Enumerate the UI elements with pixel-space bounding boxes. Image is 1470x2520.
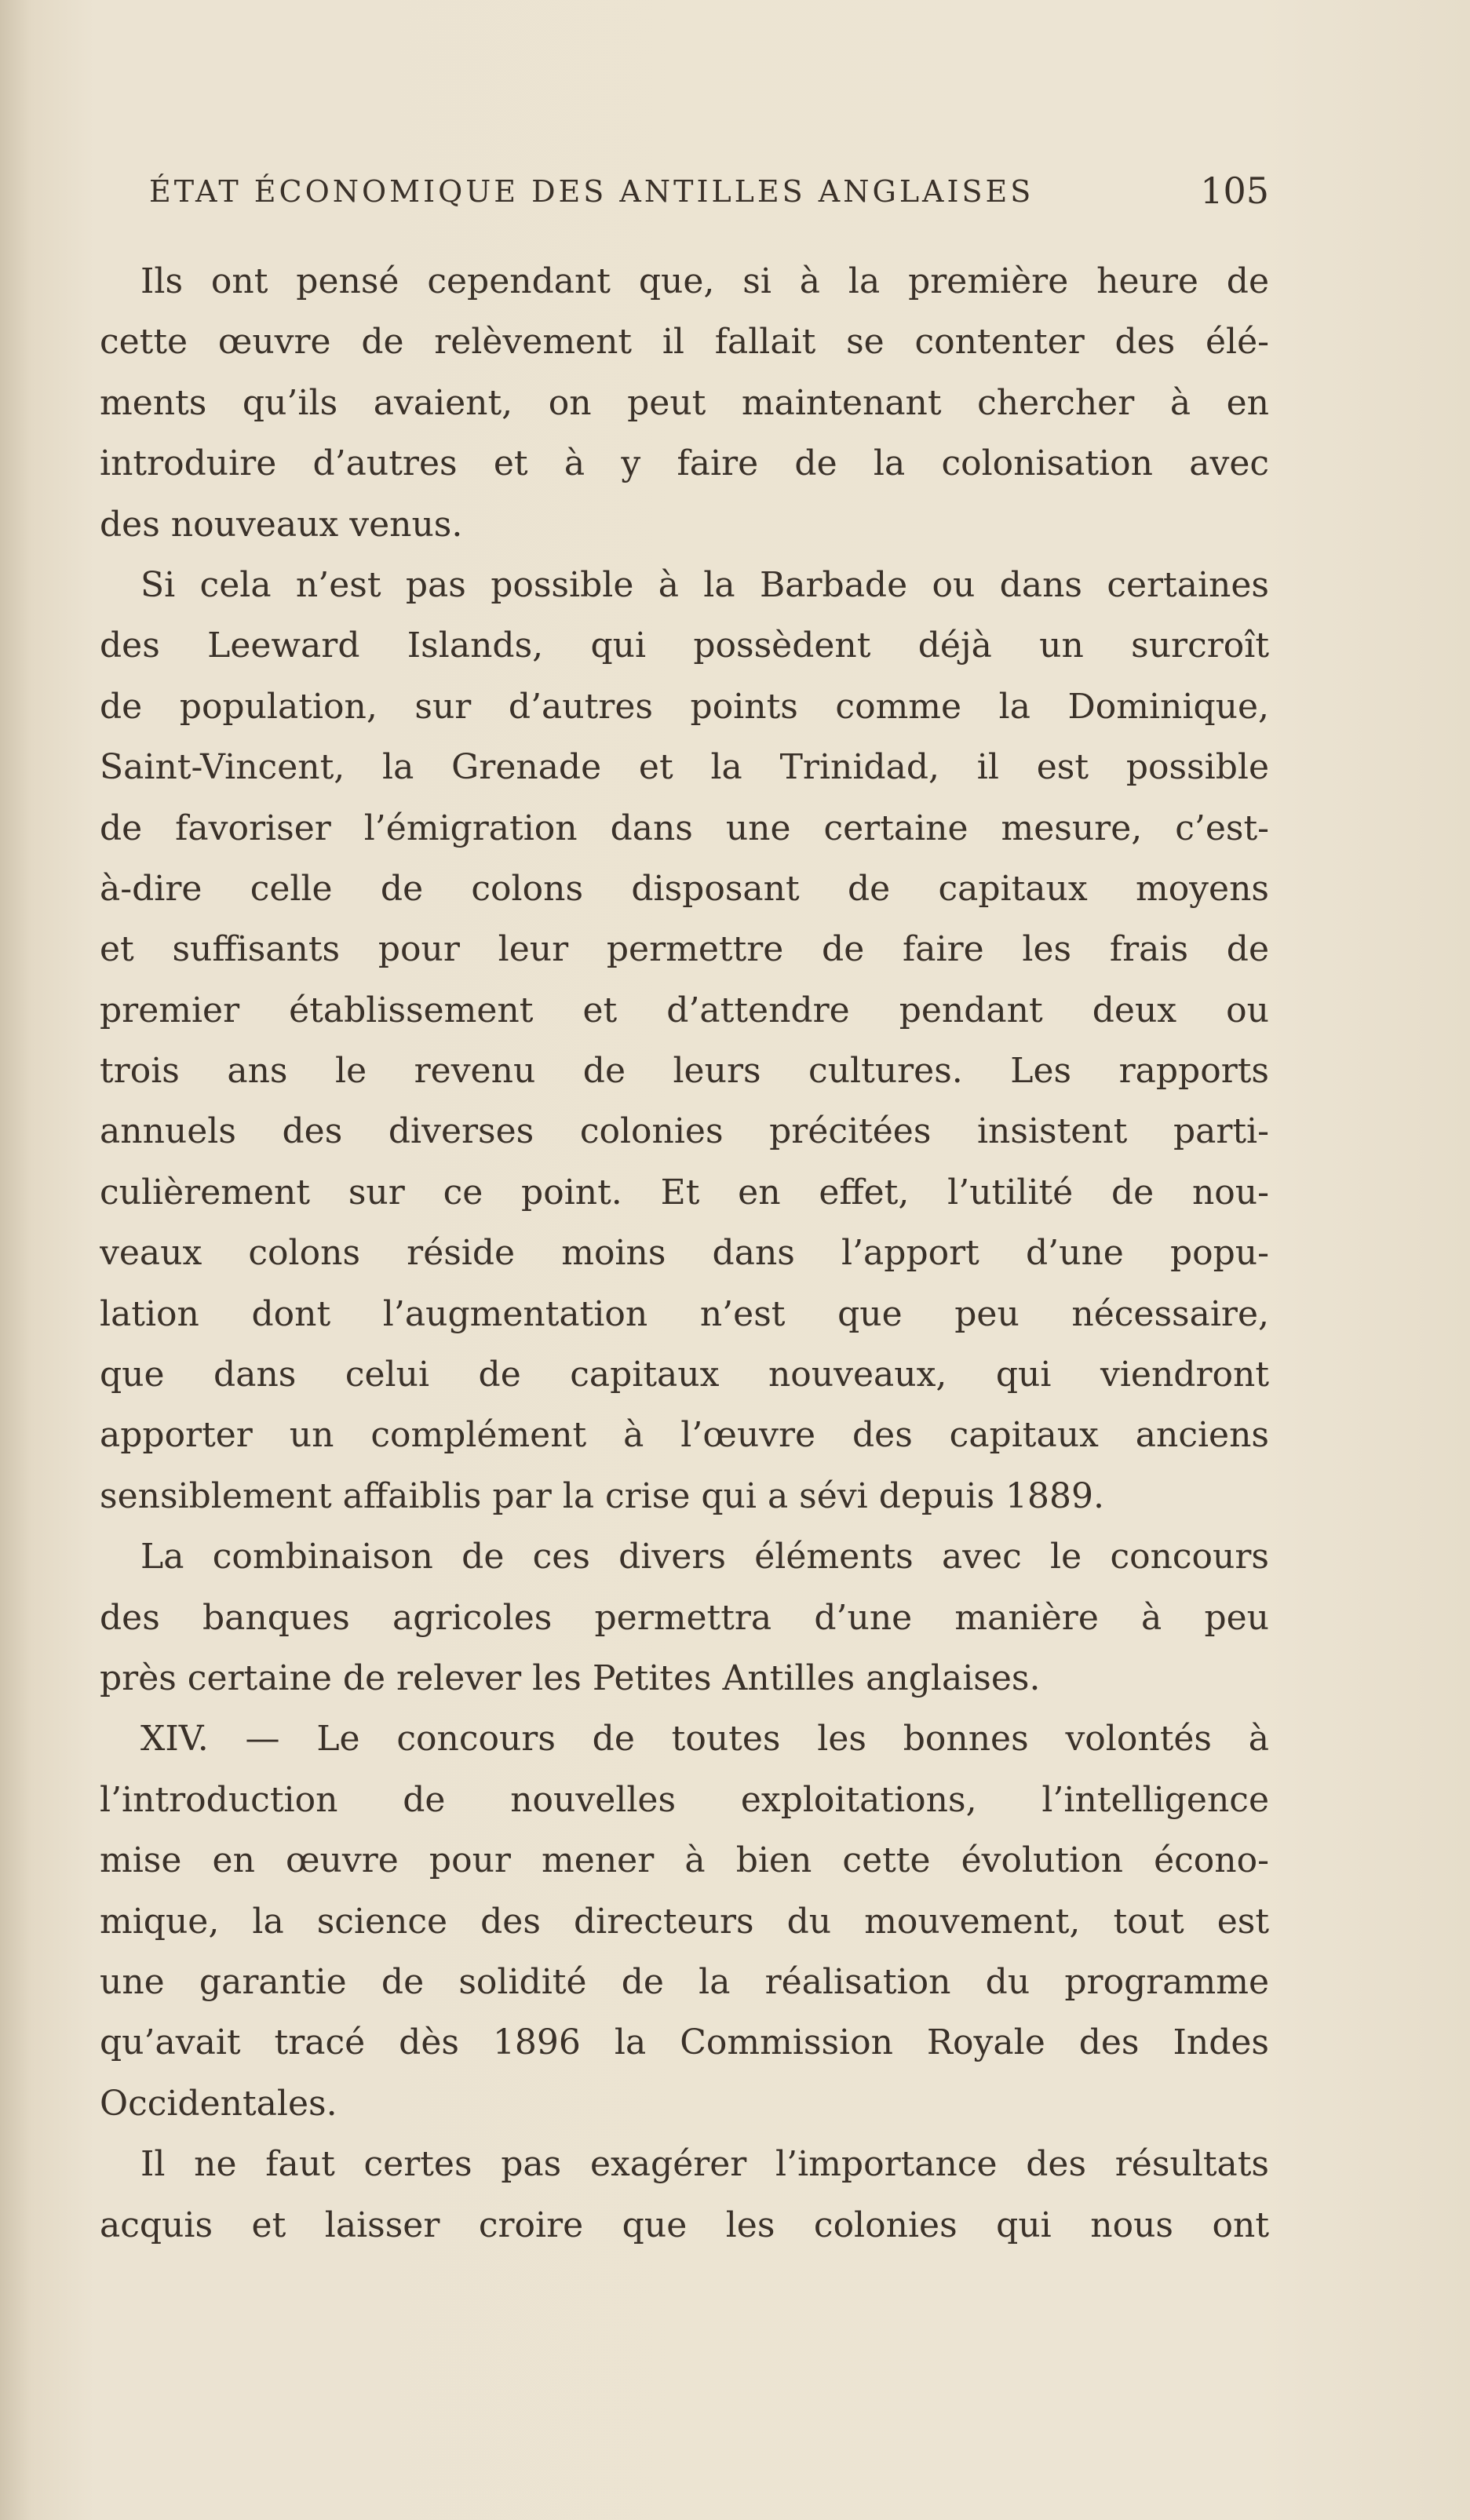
text-line: de population, sur d’autres points comme la Dominique, xyxy=(100,686,1269,727)
page-number: 105 xyxy=(1200,170,1269,212)
paragraph xyxy=(100,2134,1269,2256)
paragraph xyxy=(100,1709,1269,2134)
text-line: culièrement sur ce point. Et en effet, l’utilité de nou- xyxy=(100,1172,1269,1213)
body-text xyxy=(100,251,1269,2256)
running-title: ÉTAT ÉCONOMIQUE DES ANTILLES ANGLAISES xyxy=(149,174,1034,209)
paragraph xyxy=(100,555,1269,1526)
text-line: ments qu’ils avaient, on peut maintenant chercher à en xyxy=(100,382,1269,423)
text-line: Occidentales. xyxy=(100,2083,337,2124)
text-line: mise en œuvre pour mener à bien cette évolution écono- xyxy=(100,1840,1269,1881)
text-line: veaux colons réside moins dans l’apport d’une popu- xyxy=(100,1233,1269,1274)
text-line: près certaine de relever les Petites Antilles anglaises. xyxy=(100,1658,1041,1698)
text-line: lation dont l’augmentation n’est que peu nécessaire, xyxy=(100,1293,1269,1334)
text-line: Saint-Vincent, la Grenade et la Trinidad, il est possible xyxy=(100,747,1269,788)
text-line: l’introduction de nouvelles exploitations, l’intelligence xyxy=(100,1779,1269,1820)
text-line: Si cela n’est pas possible à la Barbade ou dans certaines xyxy=(140,564,1269,605)
text-line: cette œuvre de relèvement il fallait se contenter des élé- xyxy=(100,322,1269,363)
text-line: acquis et laisser croire que les colonies qui nous ont xyxy=(100,2205,1269,2245)
text-line: des Leeward Islands, qui possèdent déjà un surcroît xyxy=(100,625,1269,666)
text-line: premier établissement et d’attendre pendant deux ou xyxy=(100,990,1269,1030)
text-line: annuels des diverses colonies précitées insistent parti- xyxy=(100,1111,1269,1152)
text-line: Il ne faut certes pas exagérer l’importance des résultats xyxy=(140,2144,1269,2185)
text-line: Ils ont pensé cependant que, si à la première heure de xyxy=(140,261,1269,301)
text-line: trois ans le revenu de leurs cultures. Les rapports xyxy=(100,1051,1269,1092)
page-header xyxy=(149,170,1269,221)
text-line: sensiblement affaiblis par la crise qui a sévi depuis 1889. xyxy=(100,1475,1105,1516)
text-line: des nouveaux venus. xyxy=(100,504,463,545)
text-line: apporter un complément à l’œuvre des capitaux anciens xyxy=(100,1415,1269,1456)
text-line: introduire d’autres et à y faire de la colonisation avec xyxy=(100,443,1269,484)
text-line: mique, la science des directeurs du mouvement, tout est xyxy=(100,1901,1269,1942)
text-line: La combinaison de ces divers éléments avec le concours xyxy=(140,1537,1269,1577)
text-line: une garantie de solidité de la réalisation du programme xyxy=(100,1961,1269,2002)
text-line: XIV. — Le concours de toutes les bonnes volontés à xyxy=(140,1719,1269,1760)
text-line: à-dire celle de colons disposant de capitaux moyens xyxy=(100,868,1269,909)
text-line: et suffisants pour leur permettre de faire les frais de xyxy=(100,929,1269,970)
text-line: qu’avait tracé dès 1896 la Commission Royale des Indes xyxy=(100,2022,1269,2063)
text-line: que dans celui de capitaux nouveaux, qui viendront xyxy=(100,1355,1269,1395)
paragraph xyxy=(100,251,1269,555)
text-line: de favoriser l’émigration dans une certaine mesure, c’est- xyxy=(100,808,1269,848)
text-line: des banques agricoles permettra d’une manière à peu xyxy=(100,1597,1269,1638)
paragraph xyxy=(100,1526,1269,1709)
